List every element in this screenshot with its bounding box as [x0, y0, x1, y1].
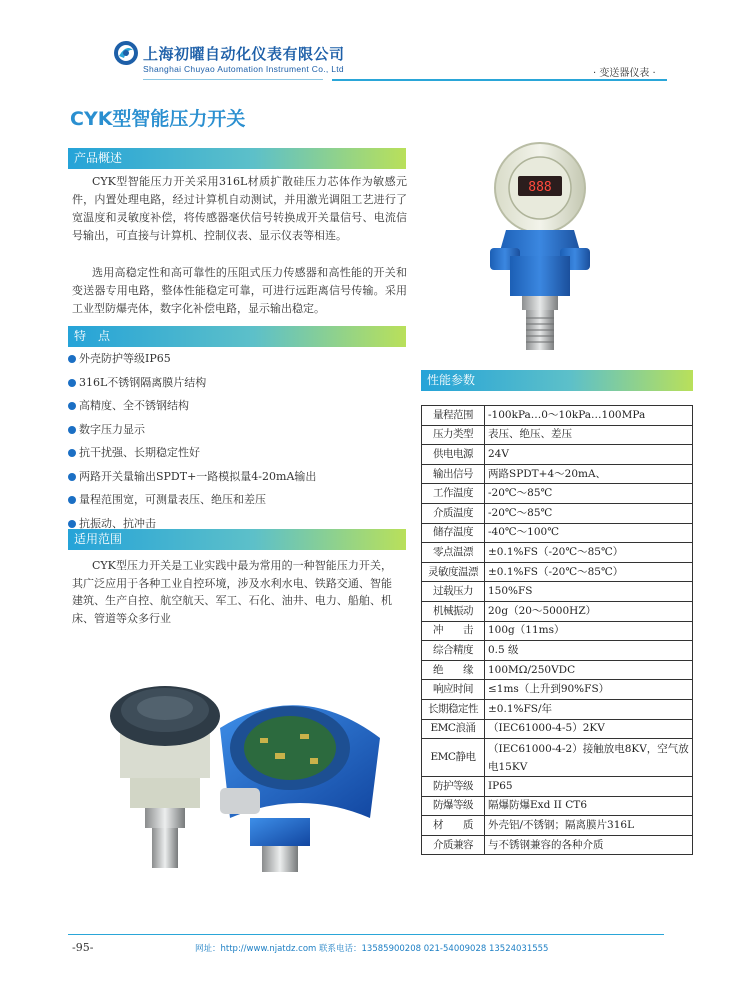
spec-key: EMC静电	[422, 739, 485, 777]
table-row	[422, 445, 693, 465]
table-row	[422, 680, 693, 700]
section-heading-specs: 性能参数	[421, 370, 693, 391]
bullet-icon	[68, 426, 76, 434]
spec-key: 工作温度	[422, 484, 485, 504]
spec-value: -20℃～85℃	[485, 484, 693, 504]
spec-value: 100g（11ms）	[485, 621, 693, 641]
feature-text: 316L不锈钢隔离膜片结构	[79, 375, 207, 389]
bullet-icon	[68, 496, 76, 504]
feature-list	[68, 351, 408, 539]
table-row	[422, 739, 693, 777]
table-row	[422, 523, 693, 543]
spec-key: 综合精度	[422, 641, 485, 661]
company-logo-icon	[113, 40, 139, 66]
table-row	[422, 543, 693, 563]
spec-key: 绝 缘	[422, 660, 485, 680]
spec-key: 输出信号	[422, 464, 485, 484]
spec-key: 介质兼容	[422, 835, 485, 855]
table-row	[422, 660, 693, 680]
spec-key: 长期稳定性	[422, 699, 485, 719]
page-number: -95-	[72, 941, 94, 954]
feature-text: 两路开关量输出SPDT+一路模拟量4-20mA输出	[79, 469, 317, 483]
spec-value: 表压、绝压、差压	[485, 425, 693, 445]
application-paragraph: CYK型压力开关是工业实践中最为常用的一种智能压力开关，其广泛应用于各种工业自控环境，涉及水利水电、铁路交通、智能建筑、生产自控、航空航天、军工、石化、油井、电力、船舶、机床、管道等众多行业	[72, 559, 392, 625]
header-divider-left	[143, 79, 323, 80]
spec-value: 100MΩ/250VDC	[485, 660, 693, 680]
list-item	[68, 351, 408, 375]
list-item	[68, 422, 408, 446]
spec-key: 储存温度	[422, 523, 485, 543]
table-row	[422, 699, 693, 719]
spec-value: -40℃～100℃	[485, 523, 693, 543]
spec-key: 冲 击	[422, 621, 485, 641]
table-row	[422, 621, 693, 641]
spec-value: ±0.1%FS/年	[485, 699, 693, 719]
spec-key: 供电电源	[422, 445, 485, 465]
list-item	[68, 375, 408, 399]
spec-value: 两路SPDT+4～20mA、	[485, 464, 693, 484]
table-row	[422, 641, 693, 661]
table-row	[422, 425, 693, 445]
table-row	[422, 796, 693, 816]
company-name-cn: 上海初曜自动化仪表有限公司	[143, 45, 345, 63]
table-row	[422, 777, 693, 797]
spec-value: ±0.1%FS（-20℃～85℃）	[485, 562, 693, 582]
feature-text: 抗振动、抗冲击	[79, 516, 156, 530]
table-row	[422, 503, 693, 523]
list-item	[68, 445, 408, 469]
spec-value: -100kPa…0～10kPa…100MPa	[485, 406, 693, 426]
spec-value: ±0.1%FS（-20℃～85℃）	[485, 543, 693, 563]
spec-key: 材 质	[422, 816, 485, 836]
spec-key: EMC浪涌	[422, 719, 485, 739]
section-heading-overview: 产品概述	[68, 148, 406, 169]
overview-paragraph-1: CYK型智能压力开关采用316L材质扩散硅压力芯体作为敏感元件，内置处理电路，经过计算机自动测试，并用激光调阻工艺进行了宽温度和灵敏度补偿，将传感器毫伏信号转换成开关量信号、电流信号输出，可直接与计算机、控制仪表、显示仪表等相连。	[72, 175, 407, 242]
spec-key: 介质温度	[422, 503, 485, 523]
list-item	[68, 492, 408, 516]
bullet-icon	[68, 379, 76, 387]
spec-key: 过载压力	[422, 582, 485, 602]
pressure-switch-photo	[470, 138, 610, 358]
spec-value: 20g（20～5000HZ）	[485, 601, 693, 621]
feature-text: 数字压力显示	[79, 422, 145, 436]
spec-key: 压力类型	[422, 425, 485, 445]
table-row	[422, 601, 693, 621]
table-row	[422, 464, 693, 484]
spec-key: 机械振动	[422, 601, 485, 621]
table-row	[422, 582, 693, 602]
table-row	[422, 719, 693, 739]
bullet-icon	[68, 520, 76, 528]
list-item	[68, 469, 408, 493]
spec-value: -20℃～85℃	[485, 503, 693, 523]
svg-text:888: 888	[528, 180, 552, 195]
feature-text: 外壳防护等级IP65	[79, 352, 171, 365]
section-heading-features: 特 点	[68, 326, 406, 347]
header-divider	[332, 79, 667, 81]
spec-key: 零点温漂	[422, 543, 485, 563]
contact-info: 网址：http://www.njatdz.com 联系电话：13585900208 021-54009028 13524031555	[195, 944, 549, 954]
bullet-icon	[68, 473, 76, 481]
spec-value: ≤1ms（上升到90%FS）	[485, 680, 693, 700]
feature-text: 高精度、全不锈钢结构	[79, 399, 189, 412]
spec-key: 防护等级	[422, 777, 485, 797]
table-row	[422, 484, 693, 504]
table-row	[422, 562, 693, 582]
section-heading-application: 适用范围	[68, 529, 406, 550]
spec-value: IP65	[485, 777, 693, 797]
spec-key: 防爆等级	[422, 796, 485, 816]
spec-key: 灵敏度温漂	[422, 562, 485, 582]
spec-value: 隔爆防爆Exd II CT6	[485, 796, 693, 816]
overview-paragraph-2: 选用高稳定性和高可靠性的压阻式压力传感器和高性能的开关和变送器专用电路，整体性能稳定可靠，可进行远距离信号传输。采用工业型防爆壳体，数字化补偿电路，显示输出稳定。	[72, 266, 407, 315]
bullet-icon	[68, 355, 76, 363]
company-name-en: Shanghai Chuyao Automation Instrument Co., Ltd	[143, 64, 344, 74]
table-row	[422, 406, 693, 426]
spec-value: 与不锈钢兼容的各种介质	[485, 835, 693, 855]
list-item	[68, 398, 408, 422]
category-tag: · 变送器仪表 ·	[593, 68, 656, 79]
spec-key: 量程范围	[422, 406, 485, 426]
spec-value: 150%FS	[485, 582, 693, 602]
spec-key: 响应时间	[422, 680, 485, 700]
footer-divider	[68, 934, 664, 935]
spec-value: 0.5 级	[485, 641, 693, 661]
product-group-photo	[100, 668, 400, 878]
bullet-icon	[68, 449, 76, 457]
spec-value: 24V	[485, 445, 693, 465]
spec-value: （IEC61000-4-5）2KV	[485, 719, 693, 739]
spec-table	[421, 405, 693, 855]
spec-value: （IEC61000-4-2）接触放电8KV，空气放电15KV	[485, 739, 693, 777]
spec-value: 外壳铝/不锈钢；隔离膜片316L	[485, 816, 693, 836]
table-row	[422, 835, 693, 855]
page-title: CYK型智能压力开关	[70, 108, 246, 130]
feature-text: 抗干扰强、长期稳定性好	[79, 446, 200, 459]
feature-text: 量程范围宽，可测量表压、绝压和差压	[79, 493, 266, 506]
bullet-icon	[68, 402, 76, 410]
table-row	[422, 816, 693, 836]
